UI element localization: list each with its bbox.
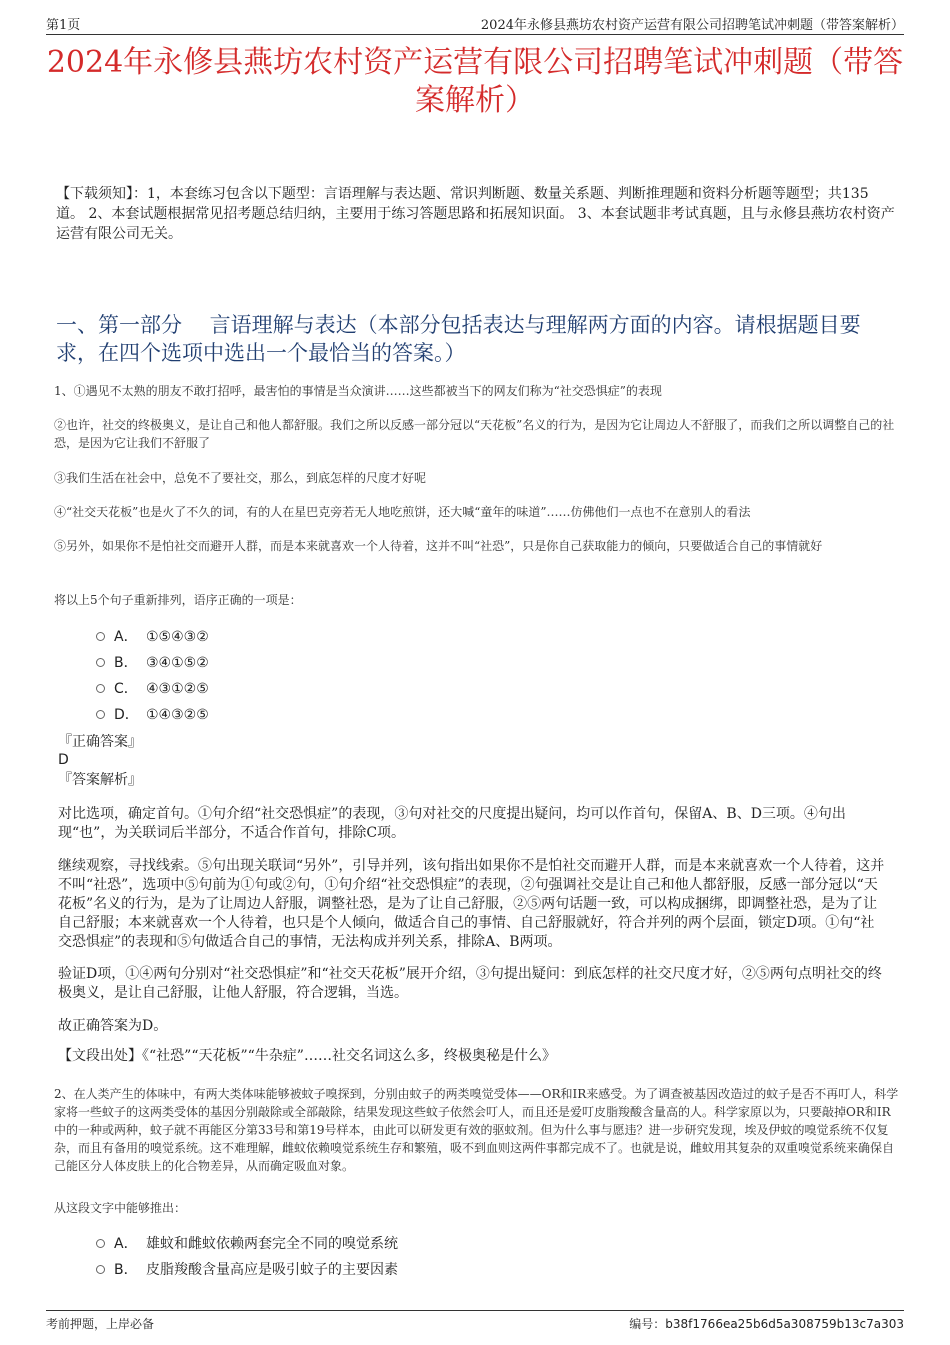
analysis-paragraph-1: 对比选项，确定首句。①句介绍“社交恐惧症”的表现，③句对社交的尺度提出疑问，均可以作首句，保留A、B、D三项。④句出现“也”，为关联词后半部分，不适合作首句，排除C项。 bbox=[58, 806, 846, 841]
answer-label: 『正确答案』 bbox=[58, 734, 142, 750]
q2-prompt: 从这段文字中能够推出： bbox=[54, 1201, 187, 1215]
q2-option-b[interactable]: B． 皮脂羧酸含量高应是吸引蚊子的主要因素 bbox=[96, 1259, 398, 1279]
analysis-conclusion: 故正确答案为D。 bbox=[58, 1018, 168, 1034]
q1-sentence-1: 1、①遇见不太熟的朋友不敢打招呼，最害怕的事情是当众演讲……这些都被当下的网友们称为“社交恐惧症”的表现 bbox=[54, 384, 662, 398]
radio-icon[interactable] bbox=[96, 710, 105, 719]
q2-stem: 2、在人类产生的体味中，有两大类体味能够被蚊子嗅探到，分别由蚊子的两类嗅觉受体——OR和IR来感受。为了调查被基因改造过的蚊子是否不再叮人，科学家将一些蚊子的这两类受体的基因分别敲除或全部敲除，结果发现这些蚊子依然会叮人，而且还是爱叮皮脂羧酸含量高的人。科学家原以为，只要敲掉OR和IR中的一种或两种，蚊子就不再能区分第33号和第19号样本，由此可以研发更有效的驱蚊剂。但为什么事与愿违？进一步研究发现，埃及伊蚊的嗅觉系统不仅复杂，而且有备用的嗅觉系统。这不难理解，雌蚊依赖嗅觉系统生存和繁殖，吸不到血则这两件事都完成不了。也就是说，雌蚊用其复杂的双重嗅觉系统来确保自己能区分人体皮肤上的化合物差异，从而确定吸血对象。 bbox=[54, 1087, 899, 1173]
page-footer bbox=[46, 1310, 904, 1334]
page-header bbox=[46, 14, 904, 35]
footer-slogan: 考前押题，上岸必备 bbox=[46, 1317, 155, 1331]
q2-option-a[interactable]: A． 雄蚊和雌蚊依赖两套完全不同的嗅觉系统 bbox=[96, 1233, 398, 1253]
q1-option-b[interactable]: B． ③④①⑤② bbox=[96, 652, 209, 672]
footer-code-value: b38f1766ea25b6d5a308759b13c7a303 bbox=[665, 1317, 904, 1331]
page-number: 第1页 bbox=[46, 18, 81, 33]
analysis-paragraph-2: 继续观察，寻找线索。⑤句出现关联词“另外”，引导并列，该句指出如果你不是怕社交而避开人群，而是本来就喜欢一个人待着，这并不叫“社恐”，选项中⑤句前为①句或②句，①句介绍“社交恐惧症”的表现，②句强调社交是让自己和他人都舒服，反感一部分冠以“天花板”名义的行为，是为了让周边人舒服，调整社恐，是为了让自己舒服，②⑤两句话题一致，可以构成捆绑，即调整社恐，是为了让自己舒服；本来就喜欢一个人待着，也只是个人倾向，做适合自己的事情、自己舒服就好，符合并列的两个层面，锁定D项。①句“社交恐惧症”的表现和⑤句做适合自己的事情，无法构成并列关系，排除A、B两项。 bbox=[58, 858, 885, 950]
q1-option-c[interactable]: C． ④③①②⑤ bbox=[96, 678, 209, 698]
radio-icon[interactable] bbox=[96, 658, 105, 667]
radio-icon[interactable] bbox=[96, 1265, 105, 1274]
analysis-paragraph-3: 验证D项，①④两句分别对“社交恐惧症”和“社交天花板”展开介绍，③句提出疑问：到底怎样的社交尺度才好，②⑤两句点明社交的终极奥义，是让自己舒服，让他人舒服，符合逻辑，当选。 bbox=[58, 966, 882, 1001]
q1-sentence-3: ③我们生活在社会中，总免不了要社交，那么，到底怎样的尺度才好呢 bbox=[54, 471, 427, 485]
radio-icon[interactable] bbox=[96, 1239, 105, 1248]
section-heading: 一、第一部分 言语理解与表达（本部分包括表达与理解两方面的内容。请根据题目要求，在四个选项中选出一个最恰当的答案。） bbox=[56, 313, 861, 365]
footer-code-label: 编号： bbox=[629, 1317, 666, 1331]
header-doc-title: 2024年永修县燕坊农村资产运营有限公司招聘笔试冲刺题（带答案解析） bbox=[480, 18, 904, 33]
analysis-label: 『答案解析』 bbox=[58, 772, 142, 788]
radio-icon[interactable] bbox=[96, 684, 105, 693]
text-source: 【文段出处】《“社恐”“天花板”“牛杂症”……社交名词这么多，终极奥秘是什么》 bbox=[58, 1048, 556, 1064]
q1-sentence-4: ④“社交天花板”也是火了不久的词，有的人在星巴克旁若无人地吃煎饼，还大喊“童年的味道”……仿佛他们一点也不在意别人的看法 bbox=[54, 505, 751, 519]
download-notice: 【下载须知】：1，本套练习包含以下题型：言语理解与表达题、常识判断题、数量关系题、判断推理题和资料分析题等题型；共135道。 2、本套试题根据常见招考题总结归纳，主要用于练习答题思路和拓展知识面。 3、本套试题非考试真题，且与永修县燕坊农村资产运营有限公司无关。 bbox=[56, 186, 895, 242]
q1-sentence-5: ⑤另外，如果你不是怕社交而避开人群，而是本来就喜欢一个人待着，这并不叫“社恐”，只是你自己获取能力的倾向，只要做适合自己的事情就好 bbox=[54, 539, 823, 553]
document-title: 2024年永修县燕坊农村资产运营有限公司招聘笔试冲刺题（带答案解析） bbox=[46, 45, 904, 118]
q1-option-d[interactable]: D． ①④③②⑤ bbox=[96, 704, 209, 724]
q1-sentence-2: ②也许，社交的终极奥义，是让自己和他人都舒服。我们之所以反感一部分冠以“天花板”名义的行为，是因为它让周边人不舒服了，而我们之所以调整自己的社恐，是因为它让我们不舒服了 bbox=[54, 418, 895, 450]
footer-code bbox=[629, 1315, 904, 1332]
answer-value: D bbox=[58, 752, 69, 768]
q1-prompt: 将以上5个句子重新排列，语序正确的一项是： bbox=[54, 593, 302, 607]
radio-icon[interactable] bbox=[96, 632, 105, 641]
q1-option-a[interactable]: A． ①⑤④③② bbox=[96, 626, 209, 646]
